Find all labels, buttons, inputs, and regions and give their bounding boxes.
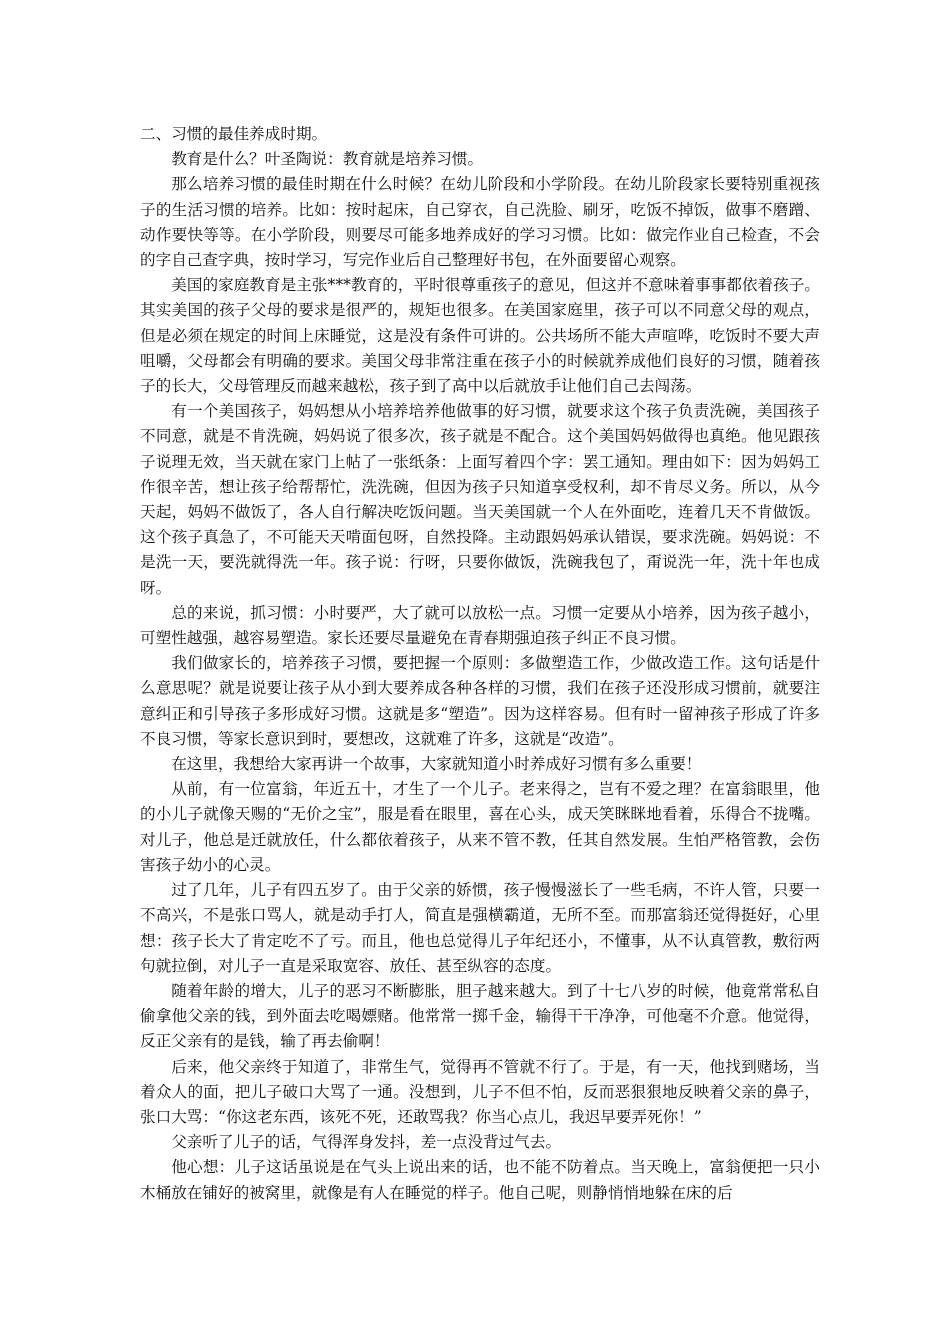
paragraph-9: 过了几年，儿子有四五岁了。由于父亲的娇惯，孩子慢慢滋长了一些毛病，不许人管，只要一不高兴，不是张口骂人，就是动手打人，简直是强横霸道，无所不至。而那富翁还觉得挺好，心里想：孩子长大了肯定吃不了亏。而且，他也总觉得儿子年纪还小，不懂事，从不认真管教，敷衍两句就拉倒，对儿子一直是采取宽容、放任、甚至纵容的态度。 bbox=[140, 881, 820, 975]
paragraph-10: 随着年龄的增大，儿子的恶习不断膨胀，胆子越来越大。到了十七八岁的时候，他竟常常私自偷拿他父亲的钱，到外面去吃喝嫖赌。他常常一掷千金，输得干干净净，可他毫不介意。他觉得，反正父亲有的是钱，输了再去偷啊！ bbox=[140, 981, 820, 1051]
paragraph-11: 后来，他父亲终于知道了，非常生气，觉得再不管就不行了。于是，有一天，他找到赌场，当着众人的面，把儿子破口大骂了一通。没想到，儿子不但不怕，反而恶狠狠地反映着父亲的鼻子，张口大骂：“你这老东西，该死不死，还敢骂我？你当心点儿，我迟早要弄死你！” bbox=[140, 1057, 820, 1126]
paragraph-12: 父亲听了儿子的话，气得浑身发抖，差一点没背过气去。 bbox=[171, 1133, 562, 1152]
paragraph-7: 在这里，我想给大家再讲一个故事，大家就知道小时养成好习惯有多么重要！ bbox=[171, 755, 702, 774]
paragraph-3: 美国的家庭教育是主张***教育的，平时很尊重孩子的意见，但这并不意味着事事都依着孩子。其实美国的孩子父母的要求是很严的，规矩也很多。在美国家庭里，孩子可以不同意父母的观点，但是必须在规定的时间上床睡觉，这是没有条件可讲的。公共场所不能大声喧哗，吃饭时不要大声咀嚼，父母都会有明确的要求。美国父母非常注重在孩子小的时候就养成他们良好的习惯，随着孩子的长大，父母管理反而越来越松，孩子到了高中以后就放手让他们自己去闯荡。 bbox=[140, 276, 820, 396]
paragraph-1: 教育是什么？叶圣陶说：教育就是培养习惯。 bbox=[171, 150, 484, 169]
paragraph-5: 总的来说，抓习惯：小时要严，大了就可以放松一点。习惯一定要从小培养，因为孩子越小，可塑性越强，越容易塑造。家长还要尽量避免在青春期强迫孩子纠正不良习惯。 bbox=[140, 603, 820, 648]
paragraph-13: 他心想：儿子这话虽说是在气头上说出来的话，也不能不防着点。当天晚上，富翁便把一只小木桶放在铺好的被窝里，就像是有人在睡觉的样子。他自己呢，则静悄悄地躲在床的后 bbox=[140, 1158, 820, 1202]
document-body bbox=[140, 122, 820, 1206]
section-heading: 二、习惯的最佳养成时期。 bbox=[140, 125, 328, 143]
paragraph-8: 从前，有一位富翁，年近五十，才生了一个儿子。老来得之，岂有不爱之理？在富翁眼里，他的小儿子就像天赐的“无价之宝”，服是看在眼里，喜在心头，成天笑眯眯地看着，乐得合不拢嘴。对儿子，他总是迁就放任，什么都依着孩子，从来不管不教，任其自然发展。生怕严格管教，会伤害孩子幼小的心灵。 bbox=[140, 780, 820, 874]
paragraph-6: 我们做家长的，培养孩子习惯，要把握一个原则：多做塑造工作，少做改造工作。这句话是什么意思呢？就是说要让孩子从小到大要养成各种各样的习惯，我们在孩子还没形成习惯前，就要注意纠正和引导孩子多形成好习惯。这就是多“塑造”。因为这样容易。但有时一留神孩子形成了许多不良习惯，等家长意识到时，要想改，这就难了许多，这就是“改造”。 bbox=[140, 654, 820, 748]
paragraph-4: 有一个美国孩子，妈妈想从小培养培养他做事的好习惯，就要求这个孩子负责洗碗，美国孩子不同意，就是不肯洗碗，妈妈说了很多次，孩子就是不配合。这个美国妈妈做得也真绝。他见跟孩子说理无效，当天就在家门上帖了一张纸条：上面写着四个字：罢工通知。理由如下：因为妈妈工作很辛苦，想让孩子给帮帮忙，洗洗碗，但因为孩子只知道享受权利，却不肯尽义务。所以，从今天起，妈妈不做饭了，各人自行解决吃饭问题。当天美国就一个人在外面吃，连着几天不肯做饭。这个孩子真急了，不可能天天啃面包呀，自然投降。主动跟妈妈承认错误，要求洗碗。妈妈说：不是洗一天，要洗就得洗一年。孩子说：行呀，只要你做饭，洗碗我包了，甭说洗一年，洗十年也成呀。 bbox=[140, 402, 820, 597]
paragraph-2: 那么培养习惯的最佳时期在什么时候？在幼儿阶段和小学阶段。在幼儿阶段家长要特别重视孩子的生活习惯的培养。比如：按时起床，自己穿衣，自己洗脸、刷牙，吃饭不掉饭，做事不磨蹭、动作要快等等。在小学阶段，则要尽可能多地养成好的学习习惯。比如：做完作业自己检查，不会的字自己查字典，按时学习，写完作业后自己整理好书包，在外面要留心观察。 bbox=[140, 175, 820, 270]
